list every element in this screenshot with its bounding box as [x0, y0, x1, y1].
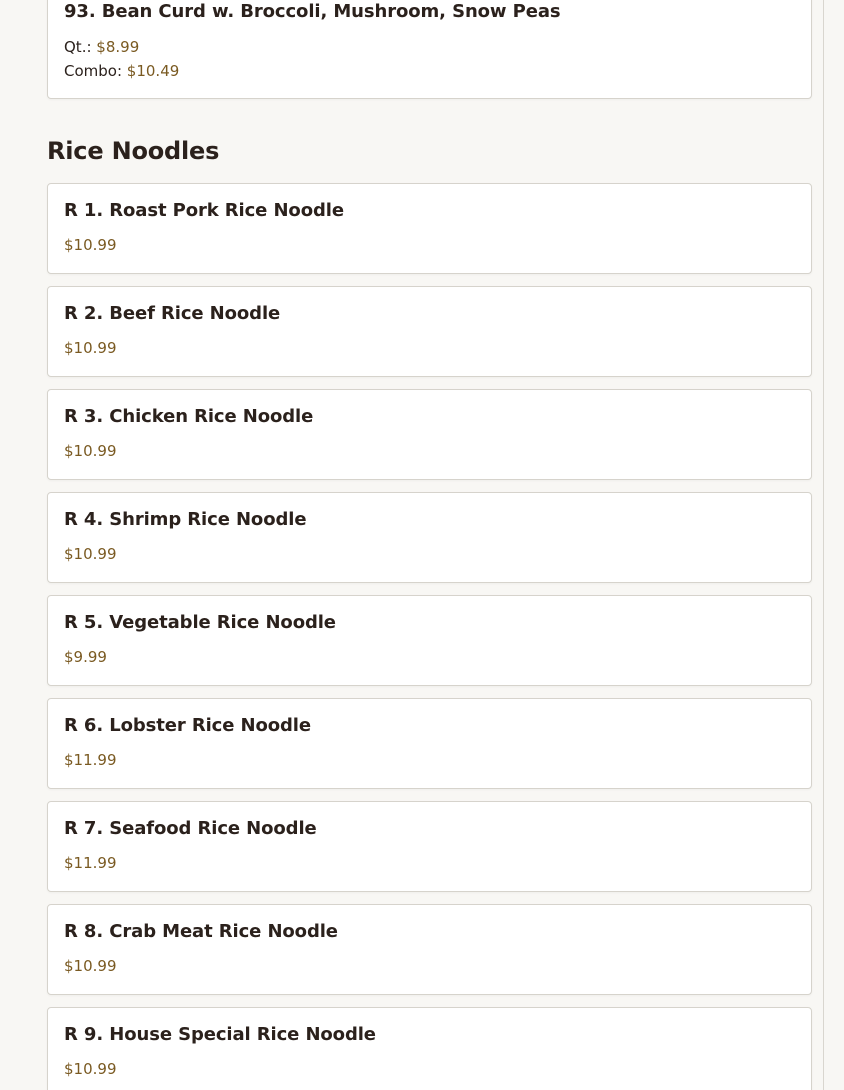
menu-item-price: $9.99: [64, 648, 107, 666]
menu-item-card-r6[interactable]: [47, 698, 812, 789]
combo-price-line: [64, 62, 179, 80]
menu-item-title: R 9. House Special Rice Noodle: [64, 1024, 376, 1045]
qt-label: Qt.:: [64, 38, 92, 56]
combo-label: Combo:: [64, 62, 123, 80]
menu-item-card-r2[interactable]: [47, 286, 812, 377]
menu-item-price: $11.99: [64, 854, 117, 872]
menu-item-title: R 1. Roast Pork Rice Noodle: [64, 200, 344, 221]
menu-item-price: $10.99: [64, 957, 117, 975]
menu-item-card-r4[interactable]: [47, 492, 812, 583]
combo-price: $10.49: [126, 62, 180, 80]
section-title-rice-noodles: Rice Noodles: [47, 137, 220, 165]
menu-item-title: R 6. Lobster Rice Noodle: [64, 715, 311, 736]
menu-item-card-r7[interactable]: [47, 801, 812, 892]
menu-item-price: $10.99: [64, 339, 117, 357]
menu-item-card-r5[interactable]: [47, 595, 812, 686]
menu-item-card-r1[interactable]: [47, 183, 812, 274]
menu-item-price: $11.99: [64, 751, 117, 769]
menu-item-card-93[interactable]: [47, 0, 812, 99]
menu-item-price: $10.99: [64, 236, 117, 254]
menu-item-title: R 5. Vegetable Rice Noodle: [64, 612, 336, 633]
menu-item-card-r9[interactable]: [47, 1007, 812, 1090]
menu-item-price: $10.99: [64, 442, 117, 460]
menu-item-title: R 3. Chicken Rice Noodle: [64, 406, 314, 427]
menu-item-title: R 4. Shrimp Rice Noodle: [64, 509, 307, 530]
menu-item-price: $10.99: [64, 1060, 117, 1078]
menu-item-price: $10.99: [64, 545, 117, 563]
menu-item-title: R 8. Crab Meat Rice Noodle: [64, 921, 338, 942]
menu-item-card-r8[interactable]: [47, 904, 812, 995]
menu-item-title: R 2. Beef Rice Noodle: [64, 303, 281, 324]
qt-price: $8.99: [96, 38, 140, 56]
menu-item-title: 93. Bean Curd w. Broccoli, Mushroom, Snow Peas: [64, 1, 561, 22]
menu-item-card-r3[interactable]: [47, 389, 812, 480]
qt-price-line: [64, 38, 139, 56]
right-divider: [823, 0, 824, 1090]
menu-item-title: R 7. Seafood Rice Noodle: [64, 818, 317, 839]
